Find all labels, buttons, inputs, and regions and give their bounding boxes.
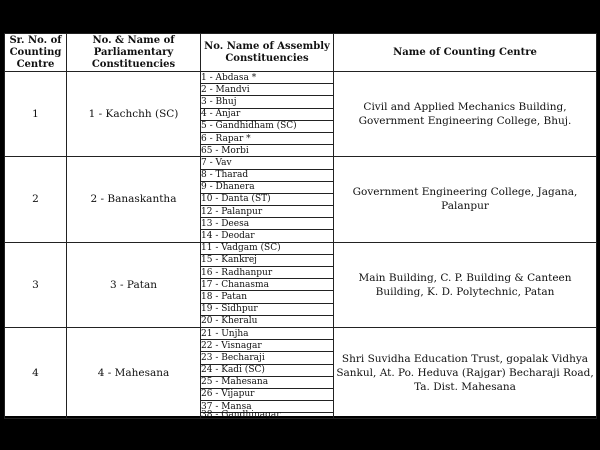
assembly-constituency-cell: 11 - Vadgam (SC) bbox=[201, 242, 334, 254]
parliamentary-constituency-cell: 2 - Banaskantha bbox=[67, 157, 201, 242]
assembly-constituency-cell: 10 - Danta (ST) bbox=[201, 193, 334, 205]
assembly-constituency-cell: 16 - Radhanpur bbox=[201, 267, 334, 279]
assembly-constituency-cell: 4 - Anjar bbox=[201, 108, 334, 120]
table-row bbox=[5, 327, 597, 339]
sr-no-cell: 4 bbox=[5, 327, 67, 418]
assembly-constituency-cell: 9 - Dhanera bbox=[201, 181, 334, 193]
sr-no-cell: 3 bbox=[5, 242, 67, 327]
parliamentary-constituency-cell: 1 - Kachchh (SC) bbox=[67, 72, 201, 157]
assembly-constituency-cell: 8 - Tharad bbox=[201, 169, 334, 181]
assembly-constituency-cell: 65 - Morbi bbox=[201, 145, 334, 157]
assembly-constituency-cell: 23 - Becharaji bbox=[201, 352, 334, 364]
assembly-constituency-cell: 13 - Deesa bbox=[201, 218, 334, 230]
table-body bbox=[5, 72, 597, 419]
sr-no-cell: 1 bbox=[5, 72, 67, 157]
table-row bbox=[5, 72, 597, 84]
counting-centre-cell: Government Engineering College, Jagana, Palanpur bbox=[334, 157, 597, 242]
assembly-constituency-cell: 15 - Kankrej bbox=[201, 254, 334, 266]
assembly-constituency-cell: 17 - Chanasma bbox=[201, 279, 334, 291]
assembly-constituency-cell: 5 - Gandhidham (SC) bbox=[201, 120, 334, 132]
assembly-constituency-cell: 37 - Mansa bbox=[201, 401, 334, 413]
assembly-constituency-cell: 22 - Visnagar bbox=[201, 340, 334, 352]
assembly-constituency-cell: 3 - Bhuj bbox=[201, 96, 334, 108]
header-parliamentary: No. & Name of Parliamentary Constituencies bbox=[67, 34, 201, 72]
assembly-constituency-cell: 1 - Abdasa * bbox=[201, 72, 334, 84]
header-row bbox=[5, 34, 597, 72]
counting-centres-table bbox=[4, 33, 597, 419]
assembly-constituency-cell: 18 - Patan bbox=[201, 291, 334, 303]
counting-centre-cell: Main Building, C. P. Building & Canteen Building, K. D. Polytechnic, Patan bbox=[334, 242, 597, 327]
table-row bbox=[5, 157, 597, 169]
header-counting-centre: Name of Counting Centre bbox=[334, 34, 597, 72]
assembly-constituency-cell: 21 - Unjha bbox=[201, 327, 334, 339]
assembly-constituency-cell: 14 - Deodar bbox=[201, 230, 334, 242]
sr-no-cell: 2 bbox=[5, 157, 67, 242]
header-sr-no: Sr. No. of Counting Centre bbox=[5, 34, 67, 72]
assembly-constituency-cell: 24 - Kadi (SC) bbox=[201, 364, 334, 376]
header-assembly: No. Name of Assembly Constituencies bbox=[201, 34, 334, 72]
assembly-constituency-cell: 25 - Mahesana bbox=[201, 376, 334, 388]
assembly-constituency-cell: 19 - Sidhpur bbox=[201, 303, 334, 315]
document-page bbox=[4, 33, 596, 421]
assembly-constituency-cell: 6 - Rapar * bbox=[201, 132, 334, 144]
counting-centre-cell: Shri Suvidha Education Trust, gopalak Vidhya Sankul, At. Po. Heduva (Rajgar) Becharaji Road, Ta. Dist. Mahesana bbox=[334, 327, 597, 418]
parliamentary-constituency-cell: 4 - Mahesana bbox=[67, 327, 201, 418]
assembly-constituency-cell: 12 - Palanpur bbox=[201, 206, 334, 218]
counting-centre-cell: Civil and Applied Mechanics Building, Government Engineering College, Bhuj. bbox=[334, 72, 597, 157]
parliamentary-constituency-cell: 3 - Patan bbox=[67, 242, 201, 327]
assembly-constituency-cell: 7 - Vav bbox=[201, 157, 334, 169]
assembly-constituency-cell: 2 - Mandvi bbox=[201, 84, 334, 96]
assembly-constituency-cell: 26 - Vijapur bbox=[201, 388, 334, 400]
table-row bbox=[5, 242, 597, 254]
assembly-constituency-cell: 20 - Kheralu bbox=[201, 315, 334, 327]
assembly-constituency-cell: 38 - Gandhinagar bbox=[201, 413, 334, 419]
